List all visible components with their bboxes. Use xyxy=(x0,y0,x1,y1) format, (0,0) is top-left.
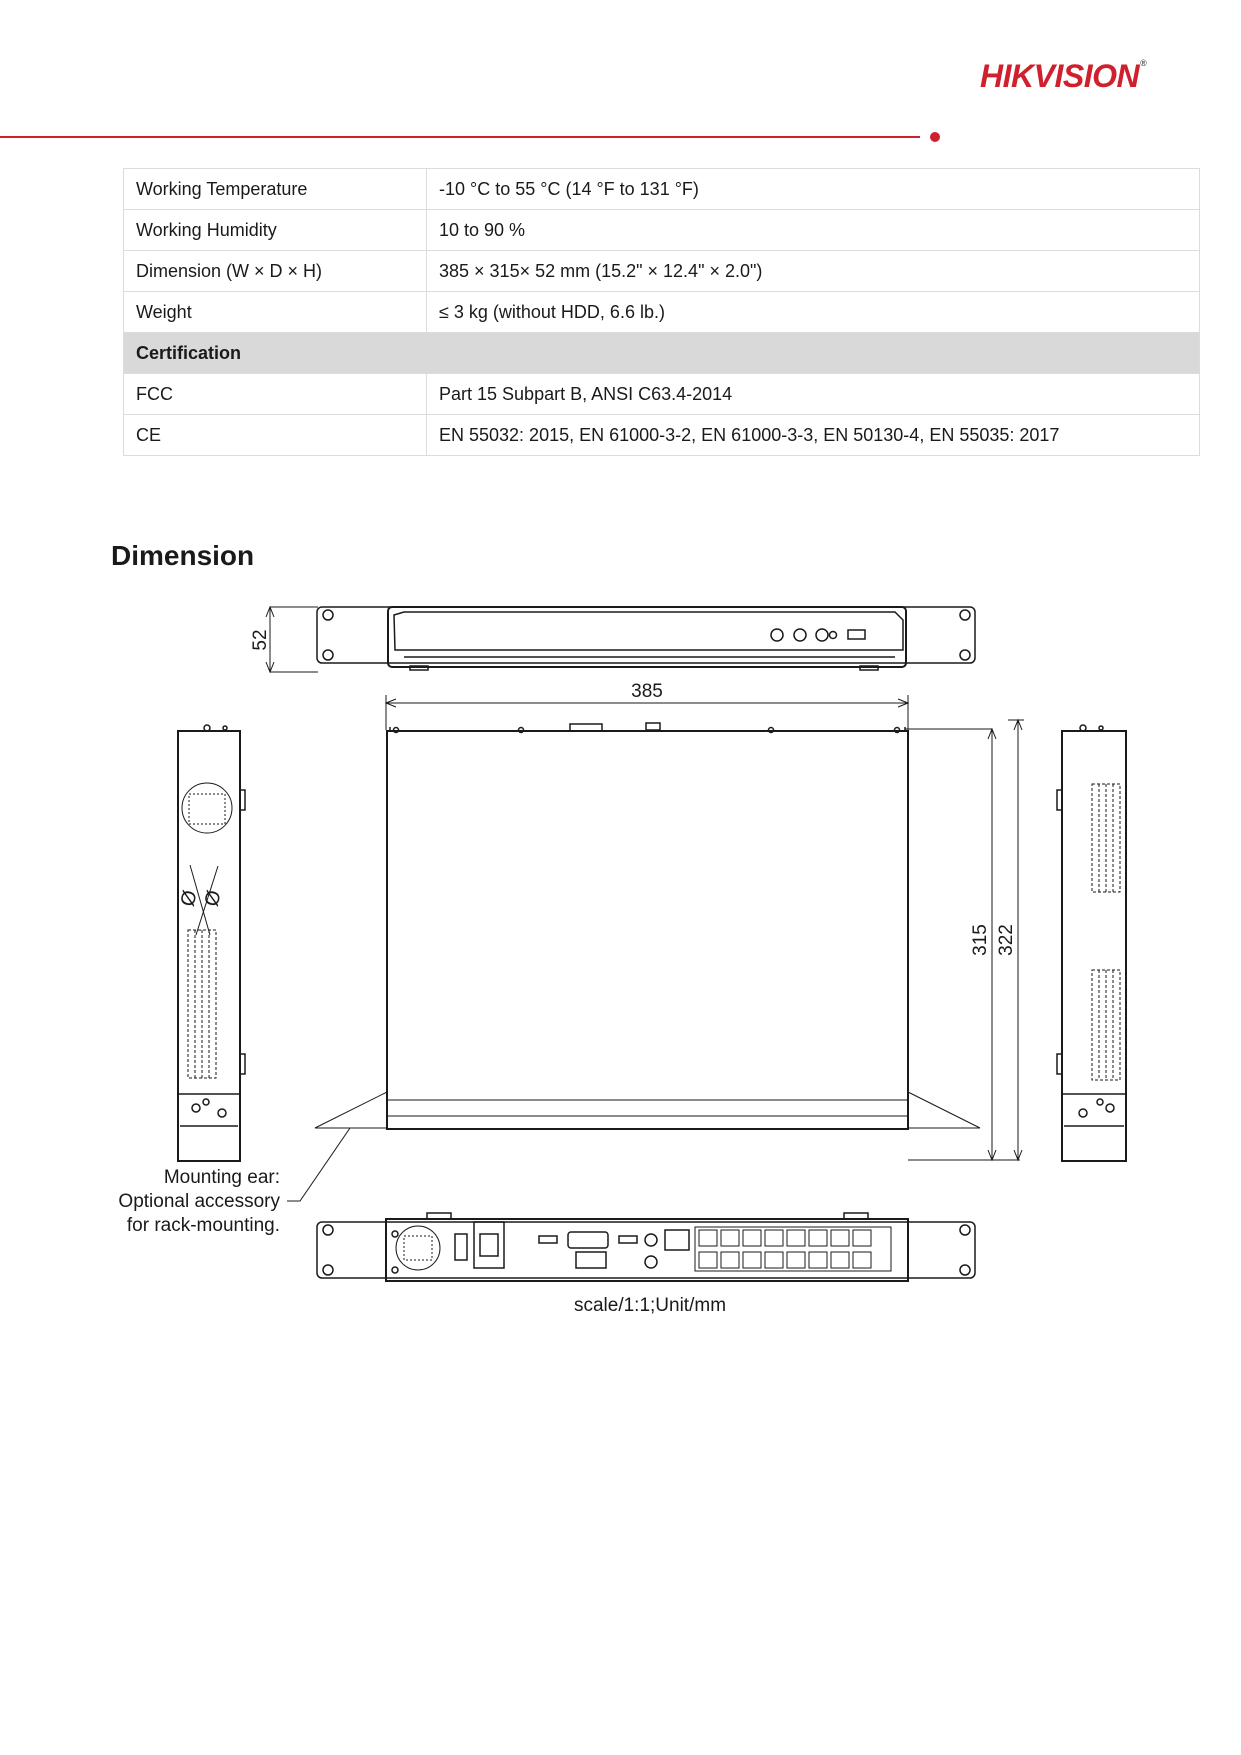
diameter-symbol: Ø xyxy=(176,888,202,909)
height-label: 52 xyxy=(250,629,271,651)
mounting-note-line: Mounting ear: xyxy=(163,1167,280,1188)
front-view xyxy=(317,607,975,670)
spec-label: Dimension (W × D × H) xyxy=(124,251,427,292)
spec-label: FCC xyxy=(124,374,427,415)
depth-total-label: 322 xyxy=(996,924,1017,956)
diameter-symbol: Ø xyxy=(200,888,226,909)
spec-label: CE xyxy=(124,415,427,456)
spec-label: Working Temperature xyxy=(124,169,427,210)
mounting-ear-note xyxy=(100,1166,280,1238)
height-dimension xyxy=(266,607,318,672)
spec-value: -10 °C to 55 °C (14 °F to 131 °F) xyxy=(427,169,1200,210)
spec-label: Weight xyxy=(124,292,427,333)
mounting-ear-leader xyxy=(287,1128,350,1201)
mounting-note-line: Optional accessory xyxy=(118,1191,280,1212)
section-title-dimension: Dimension xyxy=(111,540,255,571)
width-label: 385 xyxy=(631,681,663,702)
spec-value: 10 to 90 % xyxy=(427,210,1200,251)
depth-label: 315 xyxy=(970,924,991,956)
left-side-view xyxy=(178,725,245,1161)
spec-value: Part 15 Subpart B, ANSI C63.4-2014 xyxy=(427,374,1200,415)
mounting-note-line: for rack-mounting. xyxy=(126,1215,280,1236)
registered-mark: ® xyxy=(1140,58,1147,68)
spec-label: Working Humidity xyxy=(124,210,427,251)
brand-logo-text: HIKVISION xyxy=(980,58,1140,94)
section-title: Certification xyxy=(124,333,1200,374)
spec-value: ≤ 3 kg (without HDD, 6.6 lb.) xyxy=(427,292,1200,333)
spec-value: 385 × 315× 52 mm (15.2" × 12.4" × 2.0") xyxy=(427,251,1200,292)
spec-value: EN 55032: 2015, EN 61000-3-2, EN 61000-3-3, EN 50130-4, EN 55035: 2017 xyxy=(427,415,1200,456)
top-view xyxy=(315,723,1020,1160)
rear-view xyxy=(317,1213,975,1281)
right-side-view xyxy=(1057,725,1126,1161)
scale-note: scale/1:1;Unit/mm xyxy=(573,1295,727,1316)
